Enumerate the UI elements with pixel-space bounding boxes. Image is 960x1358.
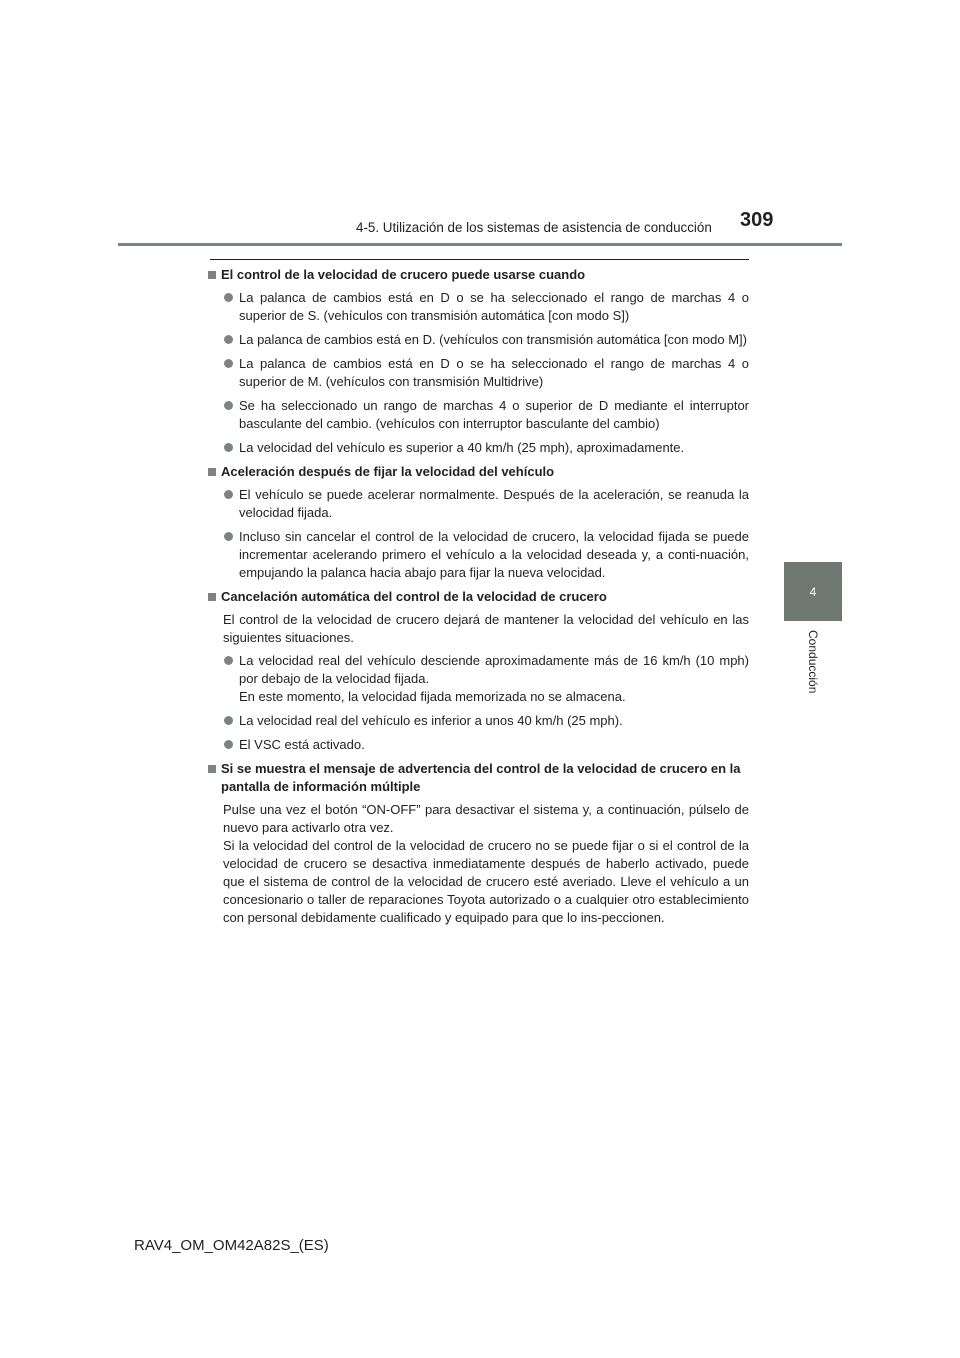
list-item: Incluso sin cancelar el control de la velocidad de crucero, la velocidad fijada se puede incrementar acelerando primero el vehículo a la velocidad deseada y, a conti-nuación, empujando la palanca hacia abajo para fijar la nueva velocidad. — [208, 528, 749, 582]
content-top-rule — [210, 259, 749, 260]
square-bullet-icon — [208, 765, 216, 773]
list-item: Se ha seleccionado un rango de marchas 4 o superior de D mediante el interruptor basculante del cambio. (vehículos con interruptor basculante del cambio) — [208, 397, 749, 433]
circle-bullet-icon — [224, 401, 233, 410]
section-heading: El control de la velocidad de crucero puede usarse cuando — [208, 266, 749, 284]
circle-bullet-icon — [224, 716, 233, 725]
list-item: La velocidad real del vehículo es inferior a unos 40 km/h (25 mph). — [208, 712, 749, 730]
chapter-number: 4 — [809, 584, 817, 599]
chapter-title: Conducción — [806, 630, 820, 694]
circle-bullet-icon — [224, 532, 233, 541]
square-bullet-icon — [208, 271, 216, 279]
intro-paragraph: El control de la velocidad de crucero dejará de mantener la velocidad del vehículo en las siguientes situaciones. — [223, 612, 749, 645]
section-heading: Si se muestra el mensaje de advertencia del control de la velocidad de crucero en la pantalla de información múltiple — [208, 760, 749, 796]
page-content — [208, 266, 749, 927]
circle-bullet-icon — [224, 740, 233, 749]
chapter-side-title — [784, 630, 842, 710]
document-code: RAV4_OM_OM42A82S_(ES) — [134, 1237, 329, 1254]
page-number: 309 — [740, 209, 774, 231]
list-item: La palanca de cambios está en D o se ha seleccionado el rango de marchas 4 o superior de S. (vehículos con transmisión automática [con modo S]) — [208, 289, 749, 325]
circle-bullet-icon — [224, 443, 233, 452]
circle-bullet-icon — [224, 335, 233, 344]
list-item: La palanca de cambios está en D o se ha seleccionado el rango de marchas 4 o superior de M. (vehículos con transmisión Multidrive) — [208, 355, 749, 391]
circle-bullet-icon — [224, 656, 233, 665]
section-title: 4-5. Utilización de los sistemas de asistencia de conducción — [356, 220, 712, 235]
section-auto-cancel — [208, 588, 749, 754]
circle-bullet-icon — [224, 293, 233, 302]
chapter-tab — [784, 562, 842, 621]
list-item: El vehículo se puede acelerar normalmente. Después de la aceleración, se reanuda la velocidad fijada. — [208, 486, 749, 522]
section-cruise-usable — [208, 266, 749, 457]
section-warning-message — [208, 760, 749, 927]
section-heading: Cancelación automática del control de la velocidad de crucero — [208, 588, 749, 606]
header-divider — [118, 243, 842, 246]
section-heading: Aceleración después de fijar la velocidad del vehículo — [208, 463, 749, 481]
body-paragraph: Pulse una vez el botón “ON-OFF” para desactivar el sistema y, a continuación, púlselo de nuevo para activarlo otra vez. Si la velocidad del control de la velocidad de crucero no se puede fijar o si el control de la velocidad de crucero se desactiva inmediatamente después de haberlo activado, puede que el sistema de control de la velocidad de crucero esté averiado. Lleve el vehículo a un concesionario o taller de reparaciones Toyota autorizado o a cualquier otro establecimiento con personal debidamente cualificado y equipado para que lo ins-peccionen. — [223, 802, 749, 925]
list-item: La palanca de cambios está en D. (vehículos con transmisión automática [con modo M]) — [208, 331, 749, 349]
circle-bullet-icon — [224, 490, 233, 499]
list-item: El VSC está activado. — [208, 736, 749, 754]
list-item: La velocidad del vehículo es superior a 40 km/h (25 mph), aproximadamente. — [208, 439, 749, 457]
square-bullet-icon — [208, 593, 216, 601]
list-item: La velocidad real del vehículo desciende aproximadamente más de 16 km/h (10 mph) por debajo de la velocidad fijada. En este momento, la velocidad fijada memorizada no se almacena. — [208, 652, 749, 706]
square-bullet-icon — [208, 468, 216, 476]
circle-bullet-icon — [224, 359, 233, 368]
section-acceleration — [208, 463, 749, 582]
